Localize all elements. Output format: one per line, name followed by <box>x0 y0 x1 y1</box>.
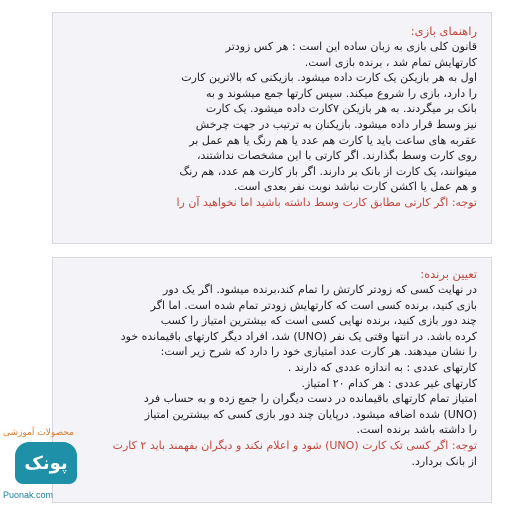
guide-line: را دارد، بازی را شروع میکند. سپس کارتها جمع میشوند و به <box>205 86 477 100</box>
logo-site: Puonak.com <box>3 490 54 500</box>
rules-note: توجه: اگر کسی تک کارت (UNO) شود و اعلام نکند و دیگران بفهمند باید ۲ کارت <box>112 438 477 452</box>
rules-line: در نهایت کسی که زودتر کارتش را تمام کند،برنده میشود. اگر یک دور <box>163 283 477 296</box>
guide-line: روی کارت وسط بگذارند. اگر کارتی با این مشخصات نداشتند، <box>196 149 477 163</box>
guide-line: اول به هر بازیکن یک کارت داده میشود. بازیکنی که بالاترین کارت <box>181 71 477 85</box>
rules-line: بازی کنید، برنده کسی است که کارتهایش زودتر تمام شده است. اما اگر <box>150 298 477 312</box>
puonak-logo <box>3 428 91 508</box>
rules-line: کارتهای عددی : به اندازه عددی که دارند . <box>287 360 477 374</box>
rules-line: (UNO) شده اضافه میشود. درپایان چند دور بازی کسی که بیشترین امتیاز <box>144 407 477 421</box>
rules-line: را نشان میدهند. هر کارت عدد امتیازی خود را دارد که شرح زیر است: <box>160 345 477 359</box>
winner-rules-card <box>52 257 492 503</box>
rules-line: امتیاز تمام کارتهای باقیمانده در دست دیگران را جمع زده و به حساب فرد <box>143 392 477 406</box>
guide-line: بانک بر میگردند. به هر بازیکن ۷کارت داده میشود. یک کارت <box>205 102 477 116</box>
guide-note: توجه: اگر کارتی مطابق کارت وسط داشته باشید اما نخواهید آن را <box>176 195 477 209</box>
guide-line: عقربه های ساعت باید یا کارت هم عدد یا هم رنگ یا هم عمل بر <box>189 133 477 147</box>
game-guide-heading: راهنمای بازی: <box>410 24 477 38</box>
guide-line: و هم عمل یا اکشن کارت نباشد نوبت نفر بعدی است. <box>233 180 477 194</box>
rules-note-continued: از بانک بردارد. <box>411 454 477 468</box>
winner-rules-heading: تعیین برنده: <box>420 267 477 281</box>
rules-line: چند دور بازی کنید، برنده نهایی کسی است که بیشترین امتیاز را کسب <box>160 314 477 328</box>
rules-line: کارتهای غیر عددی : هر کدام ۲۰ امتیاز. <box>301 376 477 390</box>
rules-line: کرده باشد. در انتها وقتی یک نفر (UNO) شد، افراد دیگر کارتهای باقیمانده خود <box>120 329 477 343</box>
game-guide-card <box>52 12 492 244</box>
logo-tagline: محصولات آموزشی <box>3 428 74 438</box>
logo-wordmark: پونک <box>15 442 77 484</box>
guide-line: قانون کلی بازی به زبان ساده این است : هر کس زودتر <box>225 40 477 53</box>
guide-line: نیز وسط قرار داده میشود. بازیکنان به ترتیب در جهت چرخش <box>195 117 477 131</box>
guide-line: میتوانند، یک کارت از بانک بر دارند. اگر باز کارت هم عدد، هم رنگ <box>179 164 477 178</box>
rules-line: را داشته باشد برنده است. <box>356 423 477 437</box>
guide-line: کارتهایش تمام شد ، برنده بازی است. <box>304 55 477 69</box>
